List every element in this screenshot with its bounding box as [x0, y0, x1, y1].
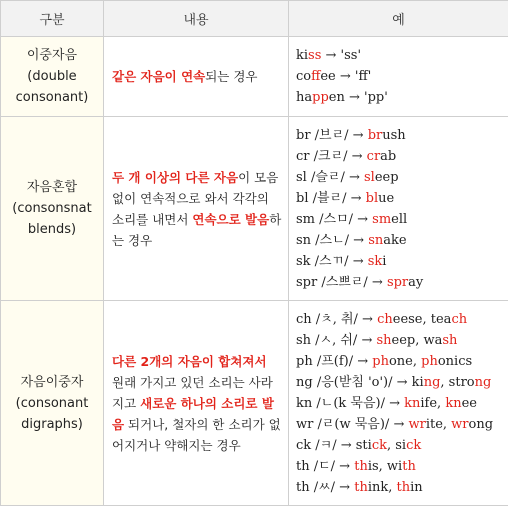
example-line: [296, 230, 502, 251]
description-highlight: 두 개 이상의 다른 자음: [112, 170, 238, 185]
category-label: digraphs): [5, 414, 99, 435]
example-highlight: th: [397, 480, 411, 495]
example-text: ab: [380, 149, 396, 164]
example-text: sn /스ㄴ/ →: [296, 233, 368, 248]
description-cell: [104, 301, 289, 506]
example-highlight: ph: [372, 354, 389, 369]
example-line: [296, 146, 502, 167]
category-cell: [1, 301, 104, 506]
example-text: ng /응(받침 'o')/ → ki: [296, 375, 424, 390]
header-example: 예: [289, 1, 508, 37]
category-label: consonant): [5, 87, 99, 108]
header-content: 내용: [104, 1, 289, 37]
example-text: ell: [391, 212, 407, 227]
example-text: eep: [375, 170, 399, 185]
example-highlight: sk: [368, 254, 383, 269]
category-label: (consonant: [5, 393, 99, 414]
header-category: 구분: [1, 1, 104, 37]
example-highlight: spr: [387, 275, 408, 290]
description-text: 되거나, 철자의 한 소리가 없어지거나 약해지는 경우: [112, 417, 281, 453]
header-row: [1, 1, 508, 37]
description-text: 하는 경우: [112, 212, 281, 248]
example-line: [296, 351, 502, 372]
example-highlight: ph: [421, 354, 438, 369]
category-label: (consonsnat: [5, 198, 99, 219]
category-label: 자음이중자: [5, 372, 99, 393]
description-highlight: 같은 자음이 연속: [112, 69, 205, 84]
example-text: th /ㄷ/ →: [296, 459, 354, 474]
example-line: [296, 66, 502, 87]
category-label: 자음혼합: [5, 177, 99, 198]
example-line: [296, 209, 502, 230]
description-highlight: 다른 2개의 자음이 합쳐져서: [112, 354, 267, 369]
category-label: (double: [5, 66, 99, 87]
example-cell: [289, 301, 508, 506]
example-highlight: sh: [376, 333, 391, 348]
example-text: ee → 'ff': [320, 69, 371, 84]
example-line: [296, 309, 502, 330]
example-text: br /브ㄹ/ →: [296, 128, 368, 143]
example-line: [296, 272, 502, 293]
example-highlight: ng: [424, 375, 441, 390]
example-line: [296, 435, 502, 456]
table-row: [1, 37, 508, 117]
example-highlight: wr: [408, 417, 425, 432]
example-text: in: [410, 480, 423, 495]
example-highlight: ch: [451, 312, 467, 327]
example-text: ki: [296, 48, 308, 63]
example-text: ife,: [420, 396, 445, 411]
example-line: [296, 251, 502, 272]
example-highlight: sn: [368, 233, 383, 248]
example-text: one,: [389, 354, 421, 369]
example-cell: [289, 37, 508, 117]
example-text: bl /블ㄹ/ →: [296, 191, 366, 206]
category-label: blends): [5, 219, 99, 240]
example-line: [296, 167, 502, 188]
description-cell: [104, 117, 289, 301]
example-line: [296, 393, 502, 414]
example-line: [296, 45, 502, 66]
example-line: [296, 87, 502, 108]
example-highlight: cr: [367, 149, 381, 164]
example-highlight: wr: [451, 417, 468, 432]
example-text: sk /스ㄲ/ →: [296, 254, 368, 269]
example-text: ch /ㅊ, 취/ →: [296, 312, 377, 327]
description-text: 이 모음없이 연속적으로 와서 각각의 소리를 내면서: [112, 170, 278, 227]
example-text: sh /ㅅ, 쉬/ →: [296, 333, 376, 348]
example-highlight: kn: [404, 396, 420, 411]
example-text: , si: [387, 438, 406, 453]
category-cell: [1, 117, 104, 301]
example-text: sm /스ㅁ/ →: [296, 212, 372, 227]
example-text: ake: [383, 233, 406, 248]
example-text: ite,: [426, 417, 451, 432]
example-highlight: ff: [311, 69, 320, 84]
example-highlight: ch: [377, 312, 393, 327]
example-highlight: br: [368, 128, 383, 143]
example-highlight: ng: [475, 375, 492, 390]
example-text: → 'ss': [321, 48, 361, 63]
category-cell: [1, 37, 104, 117]
example-text: ue: [378, 191, 394, 206]
example-text: ee: [462, 396, 477, 411]
example-highlight: pp: [312, 90, 329, 105]
example-text: i: [382, 254, 386, 269]
example-text: ink,: [368, 480, 397, 495]
example-highlight: ss: [308, 48, 321, 63]
example-highlight: sh: [442, 333, 457, 348]
example-highlight: sm: [372, 212, 391, 227]
example-text: is, wi: [368, 459, 402, 474]
example-line: [296, 477, 502, 498]
example-text: wr /ㄹ(w 묵음)/ →: [296, 417, 408, 432]
example-highlight: th: [354, 459, 368, 474]
example-highlight: th: [402, 459, 416, 474]
example-text: , stro: [440, 375, 474, 390]
example-highlight: sl: [364, 170, 375, 185]
example-text: ph /프(f)/ →: [296, 354, 372, 369]
example-highlight: ck: [372, 438, 387, 453]
example-text: spr /스쁘ㄹ/ →: [296, 275, 387, 290]
example-line: [296, 330, 502, 351]
example-line: [296, 456, 502, 477]
example-text: ush: [382, 128, 405, 143]
example-line: [296, 414, 502, 435]
example-highlight: bl: [366, 191, 378, 206]
example-line: [296, 125, 502, 146]
example-text: ong: [469, 417, 494, 432]
example-text: eese, tea: [393, 312, 452, 327]
description-highlight: 새로운 하나의 소리로 발음: [112, 396, 274, 432]
description-text: 되는 경우: [205, 69, 257, 84]
description-highlight: 연속으로 발음: [192, 212, 269, 227]
table-row: [1, 117, 508, 301]
example-line: [296, 372, 502, 393]
table-row: [1, 301, 508, 506]
description-cell: [104, 37, 289, 117]
example-line: [296, 188, 502, 209]
category-label: 이중자음: [5, 45, 99, 66]
example-text: th /ㅆ/ →: [296, 480, 354, 495]
example-highlight: ck: [406, 438, 421, 453]
example-text: eep, wa: [392, 333, 443, 348]
example-highlight: kn: [445, 396, 461, 411]
example-text: sl /슬ㄹ/ →: [296, 170, 364, 185]
example-text: en → 'pp': [329, 90, 388, 105]
example-highlight: th: [354, 480, 368, 495]
example-text: ay: [408, 275, 423, 290]
example-cell: [289, 117, 508, 301]
example-text: cr /크ㄹ/ →: [296, 149, 367, 164]
example-text: onics: [438, 354, 472, 369]
example-text: kn /ㄴ(k 묵음)/ →: [296, 396, 404, 411]
description-text: 원래 가지고 있던 소리는 사라지고: [112, 375, 273, 411]
example-text: co: [296, 69, 311, 84]
example-text: ck /ㅋ/ → sti: [296, 438, 372, 453]
example-text: ha: [296, 90, 312, 105]
